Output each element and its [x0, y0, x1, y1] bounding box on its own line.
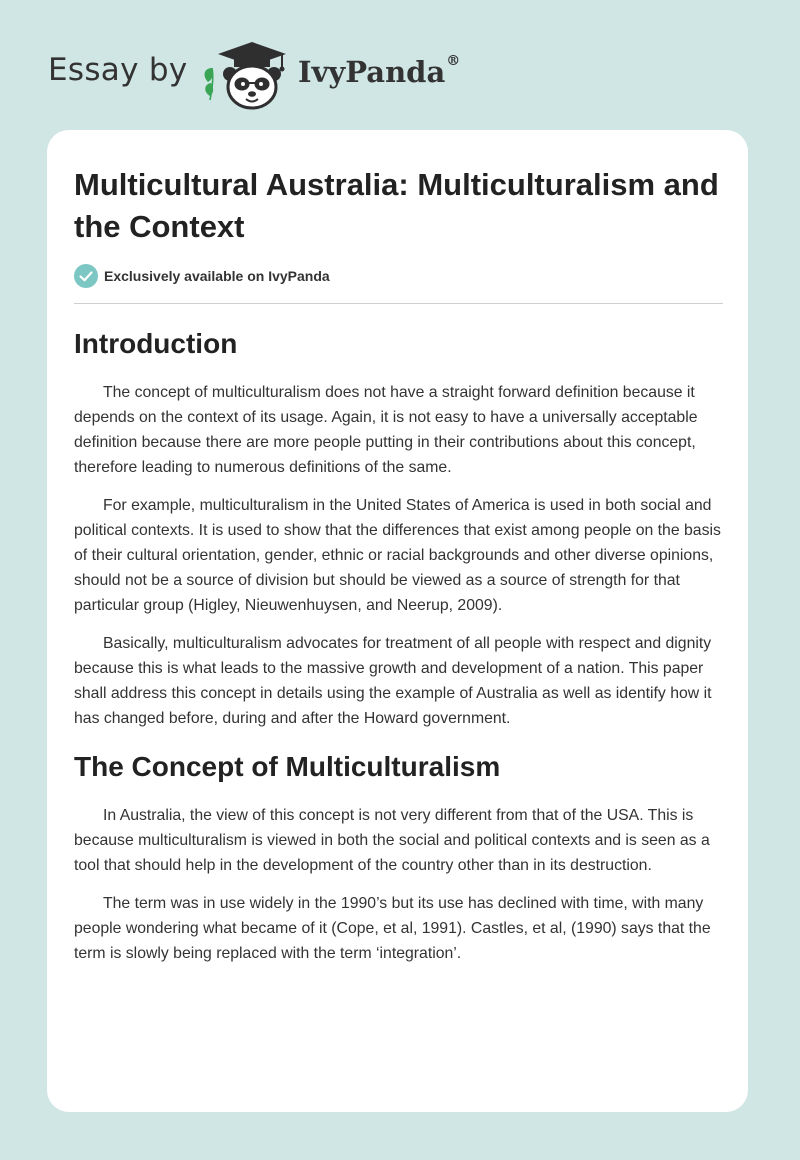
exclusive-badge [74, 264, 330, 288]
paragraph: The concept of multiculturalism does not have a straight forward definition because it depends on the context of its usage. Again, it is not easy to have a universally acceptable definition because there are more people putting in their contributions about this concept, therefore leading to numerous definitions of the same. [74, 384, 698, 476]
site-header [48, 38, 488, 114]
section-heading-concept: The Concept of Multiculturalism [74, 751, 501, 782]
essay-by-label: Essay by [48, 52, 188, 88]
divider [74, 303, 723, 304]
section-heading-introduction: Introduction [74, 328, 238, 359]
exclusive-badge-text: Exclusively available on IvyPanda [104, 268, 330, 284]
essay-card [47, 130, 748, 1112]
paragraph: In Australia, the view of this concept is not very different from that of the USA. This is because multiculturalism is viewed in both the social and political contexts and is seen as a tool that should help in the development of the country other than in its destruction. [74, 807, 710, 874]
brand-name[interactable]: IvyPanda® [298, 53, 461, 89]
essay-content [74, 320, 724, 979]
paragraph: The term was in use widely in the 1990’s but its use has declined with time, with many people wondering what became of it (Cope, et al, 1991). Castles, et al, (1990) says that the term is slowly being replaced with the term ‘integration’. [74, 895, 711, 962]
essay-title: Multicultural Australia: Multiculturalism and the Context [74, 167, 719, 244]
paragraph: For example, multiculturalism in the United States of America is used in both social and political contexts. It is used to show that the differences that exist among people on the basis of their cultural orientation, gender, ethnic or racial backgrounds and other diverse opinions, should not be a source of division but should be viewed as a source of strength for that particular group (Higley, Nieuwenhuysen, and Neerup, 2009). [74, 497, 721, 614]
registered-mark: ® [446, 53, 461, 69]
paragraph: Basically, multiculturalism advocates for treatment of all people with respect and dignity because this is what leads to the massive growth and development of a nation. This paper shall address this concept in details using the example of Australia as well as identify how it has changed before, during and after the Howard government. [74, 635, 712, 727]
panda-logo-icon[interactable] [200, 38, 292, 110]
check-circle-icon [74, 264, 98, 288]
